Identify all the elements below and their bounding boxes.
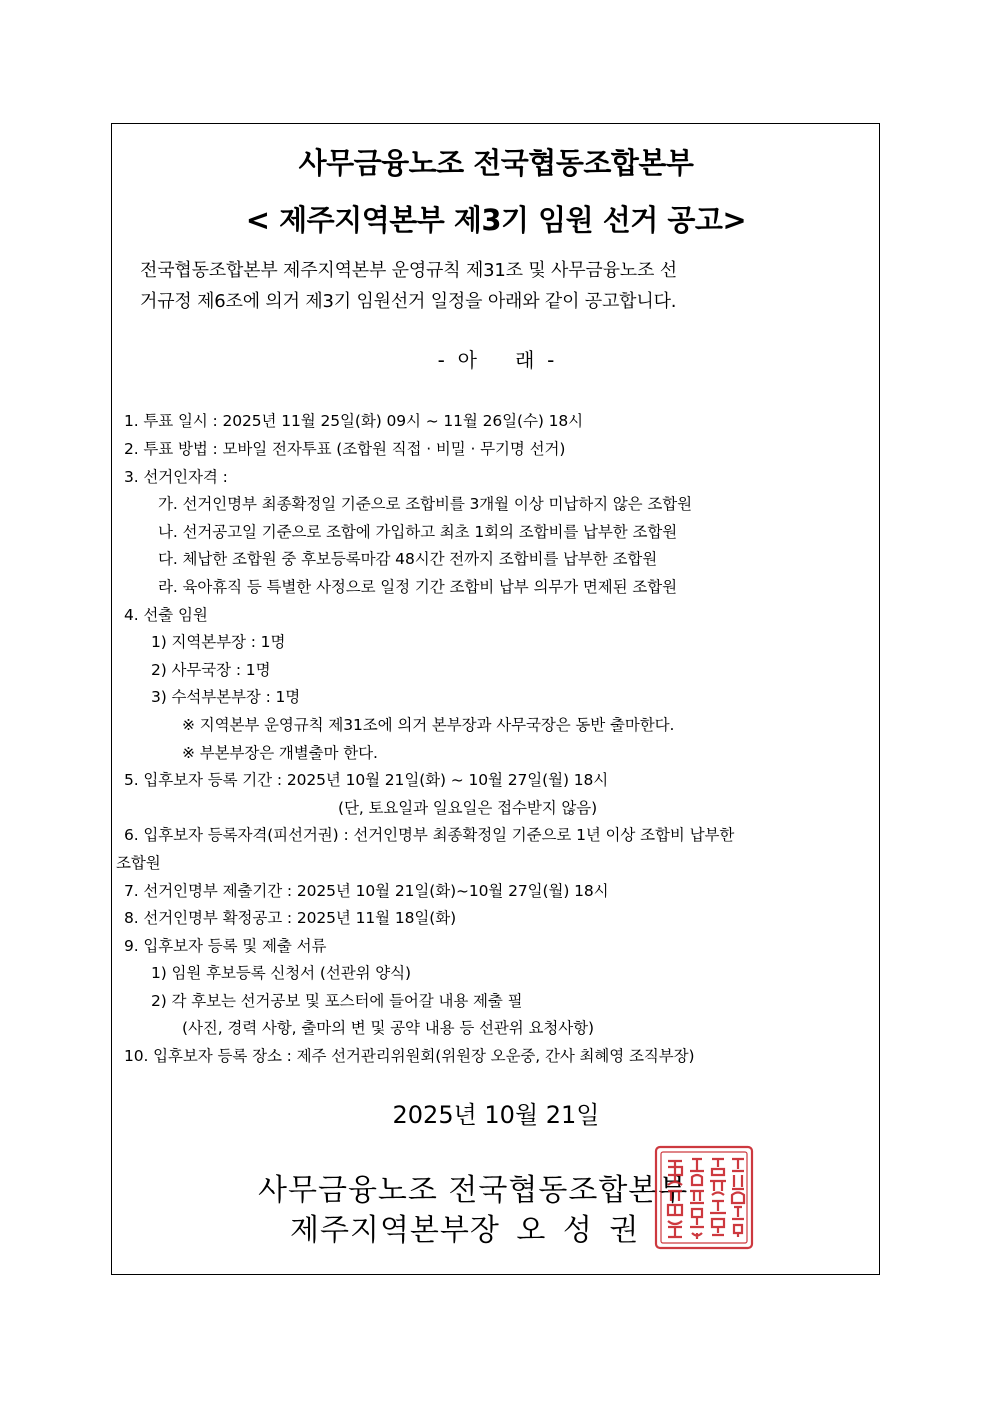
signature-name: 제주지역본부장 오 성 권 — [290, 1213, 640, 1248]
intro-line-2: 거규정 제6조에 의거 제3기 임원선거 일정을 아래와 같이 공고합니다. — [140, 291, 677, 312]
item-voter-list-submission: 7. 선거인명부 제출기간 : 2025년 10월 21일(화)~10월 27일(월) 18시 — [124, 882, 609, 900]
item-registration-period: 5. 입후보자 등록 기간 : 2025년 10월 21일(화) ~ 10월 27일(월) 18시 — [124, 771, 609, 789]
officer-note-1: ※ 지역본부 운영규칙 제31조에 의거 본부장과 사무국장은 동반 출마한다. — [182, 716, 675, 734]
candidate-qualification-wrap: 조합원 — [116, 854, 161, 872]
item-officers: 4. 선출 임원 — [124, 606, 208, 624]
item-candidate-qualification: 6. 입후보자 등록자격(피선거권) : 선거인명부 최종확정일 기준으로 1년 이상 조합비 납부한 — [124, 826, 735, 844]
title-union: 사무금융노조 전국협동조합본부 — [298, 146, 694, 180]
document-campaign-note: (사진, 경력 사항, 출마의 변 및 공약 내용 등 선관위 요청사항) — [182, 1019, 594, 1037]
officer-senior-deputy: 3) 수석부본부장 : 1명 — [151, 688, 301, 706]
qualification-na: 나. 선거공고일 기준으로 조합에 가입하고 최초 1회의 조합비를 납부한 조합원 — [158, 523, 678, 541]
section-heading: - 아 래 - — [437, 348, 555, 372]
official-seal-icon — [654, 1145, 754, 1250]
officer-regional-head: 1) 지역본부장 : 1명 — [151, 633, 286, 651]
item-voter-qualification: 3. 선거인자격 : — [124, 468, 228, 486]
item-vote-time: 1. 투표 일시 : 2025년 11월 25일(화) 09시 ~ 11월 26일(수) 18시 — [124, 412, 584, 430]
intro-line-1: 전국협동조합본부 제주지역본부 운영규칙 제31조 및 사무금융노조 선 — [140, 260, 677, 281]
officer-note-2: ※ 부본부장은 개별출마 한다. — [182, 744, 378, 762]
registration-period-note: (단, 토요일과 일요일은 접수받지 않음) — [338, 799, 598, 817]
qualification-ga: 가. 선거인명부 최종확정일 기준으로 조합비를 3개월 이상 미납하지 않은 조합원 — [158, 495, 692, 513]
qualification-ra: 라. 육아휴직 등 특별한 사정으로 일정 기간 조합비 납부 의무가 면제된 조합원 — [158, 578, 677, 596]
item-vote-method: 2. 투표 방법 : 모바일 전자투표 (조합원 직접 · 비밀 · 무기명 선거) — [124, 440, 566, 458]
item-voter-list-confirmation: 8. 선거인명부 확정공고 : 2025년 11월 18일(화) — [124, 909, 457, 927]
qualification-da: 다. 체납한 조합원 중 후보등록마감 48시간 전까지 조합비를 납부한 조합원 — [158, 550, 658, 568]
title-notice: < 제주지역본부 제3기 임원 선거 공고> — [245, 203, 747, 237]
document-application: 1) 임원 후보등록 신청서 (선관위 양식) — [151, 964, 411, 982]
notice-date: 2025년 10월 21일 — [392, 1101, 600, 1129]
signature-organization: 사무금융노조 전국협동조합본부 — [258, 1173, 689, 1208]
item-registration-place: 10. 입후보자 등록 장소 : 제주 선거관리위원회(위원장 오운중, 간사 최혜영 조직부장) — [124, 1047, 695, 1065]
officer-secretary-general: 2) 사무국장 : 1명 — [151, 661, 271, 679]
item-documents: 9. 입후보자 등록 및 제출 서류 — [124, 937, 327, 955]
document-campaign-material: 2) 각 후보는 선거공보 및 포스터에 들어갈 내용 제출 필 — [151, 992, 523, 1010]
